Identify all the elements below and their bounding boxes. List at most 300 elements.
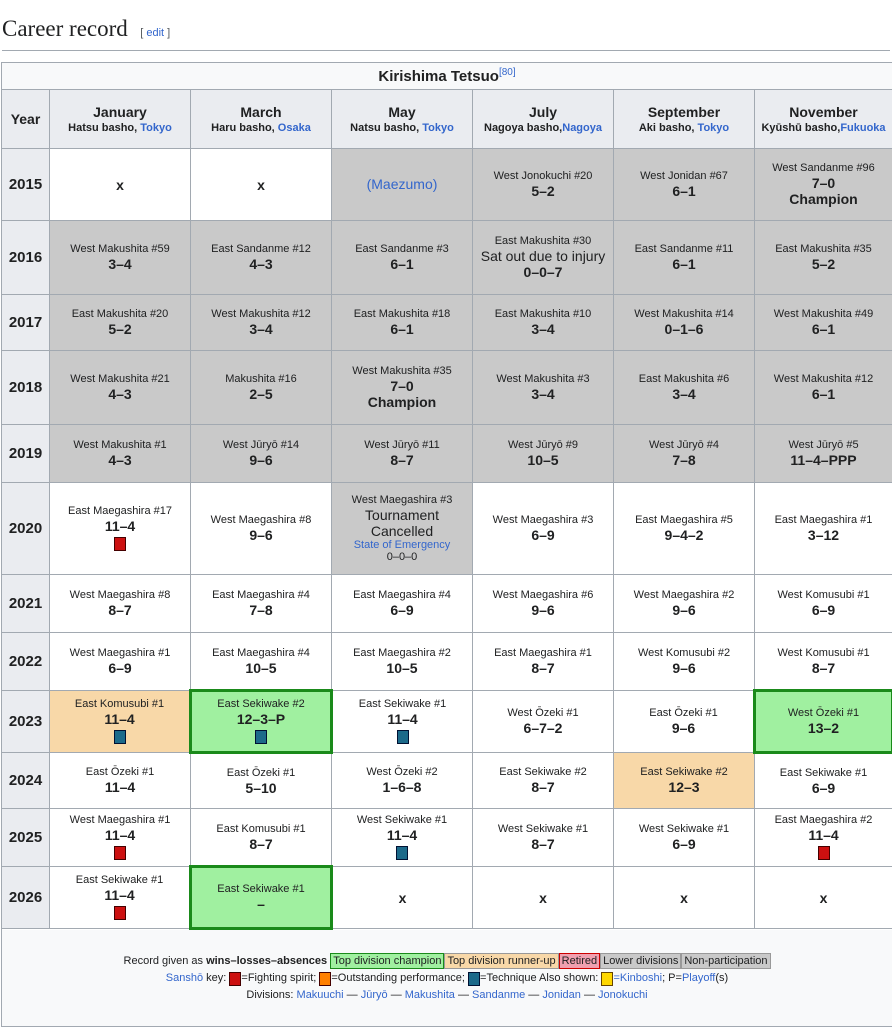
result-value: 5–2 bbox=[476, 183, 610, 199]
sansho-link[interactable]: Sanshō bbox=[166, 972, 203, 984]
result-value: 6–9 bbox=[617, 836, 751, 852]
cell-note: Sat out due to injury bbox=[476, 248, 610, 264]
rank-label: West Makushita #1 bbox=[53, 439, 187, 452]
divisions-separator: — bbox=[581, 989, 598, 1001]
playoff-suffix: (s) bbox=[715, 972, 728, 984]
rank-label: West Makushita #21 bbox=[53, 373, 187, 386]
basho-cell bbox=[614, 575, 755, 633]
result-value: 3–4 bbox=[476, 386, 610, 402]
rank-label: East Makushita #35 bbox=[758, 243, 889, 256]
basho-cell bbox=[332, 633, 473, 691]
result-value: 6–1 bbox=[335, 321, 469, 337]
basho-cell bbox=[191, 351, 332, 425]
result-value: 3–4 bbox=[194, 321, 328, 337]
year-cell[interactable]: 2026 bbox=[2, 867, 50, 929]
playoff-prefix: ; P= bbox=[662, 972, 682, 984]
basho-cell bbox=[50, 867, 191, 929]
rank-label: West Ōzeki #1 bbox=[759, 707, 888, 720]
rank-label: East Ōzeki #1 bbox=[194, 767, 328, 780]
rank-label: East Makushita #18 bbox=[335, 308, 469, 321]
playoff-link[interactable]: Playoff bbox=[682, 972, 715, 984]
rank-label: West Jonidan #67 bbox=[617, 170, 751, 183]
basho-cell bbox=[332, 221, 473, 295]
basho-name bbox=[335, 122, 469, 134]
month-name: January bbox=[93, 104, 147, 120]
state-of-emergency-link[interactable]: State of Emergency bbox=[335, 539, 469, 551]
basho-cell bbox=[50, 809, 191, 867]
year-row bbox=[2, 691, 892, 753]
rank-label: East Maegashira #2 bbox=[758, 814, 889, 827]
result-value: 6–9 bbox=[758, 780, 889, 796]
rank-label: East Makushita #6 bbox=[617, 373, 751, 386]
result-value: 9–4–2 bbox=[617, 527, 751, 543]
basho-cell bbox=[755, 351, 892, 425]
rank-label: East Sandanme #11 bbox=[617, 243, 751, 256]
result-value: 11–4 bbox=[336, 711, 469, 727]
basho-cell bbox=[473, 809, 614, 867]
year-row bbox=[2, 425, 892, 483]
basho-cell: x bbox=[332, 867, 473, 929]
basho-cell bbox=[191, 221, 332, 295]
key-line-divisions bbox=[5, 989, 889, 1001]
year-cell[interactable]: 2025 bbox=[2, 809, 50, 867]
result-value: 4–3 bbox=[53, 386, 187, 402]
rank-label: East Sekiwake #1 bbox=[53, 874, 186, 887]
month-name: July bbox=[529, 104, 557, 120]
rank-label: West Maegashira #3 bbox=[335, 494, 469, 507]
venue-link[interactable]: Nagoya bbox=[562, 122, 602, 134]
year-row bbox=[2, 867, 892, 929]
rank-label: East Sekiwake #2 bbox=[195, 698, 327, 711]
maezumo-link[interactable]: (Maezumo) bbox=[367, 176, 438, 192]
result-value: 3–4 bbox=[617, 386, 751, 402]
basho-cell bbox=[191, 633, 332, 691]
champion-label: Champion bbox=[758, 191, 889, 207]
year-cell[interactable]: 2016 bbox=[2, 221, 50, 295]
result-value: 6–7–2 bbox=[476, 720, 610, 736]
rank-label: East Ōzeki #1 bbox=[53, 766, 187, 779]
venue-link[interactable]: Tokyo bbox=[422, 122, 454, 134]
basho-cell bbox=[50, 691, 191, 753]
rank-label: West Maegashira #8 bbox=[194, 514, 328, 527]
year-cell[interactable]: 2017 bbox=[2, 295, 50, 351]
basho-cell bbox=[191, 425, 332, 483]
venue-link[interactable]: Tokyo bbox=[140, 122, 172, 134]
year-cell[interactable]: 2019 bbox=[2, 425, 50, 483]
venue-link[interactable]: Fukuoka bbox=[840, 122, 885, 134]
result-value: 9–6 bbox=[617, 660, 751, 676]
result-value: 7–8 bbox=[194, 602, 328, 618]
basho-cell bbox=[614, 753, 755, 809]
result-value: 8–7 bbox=[335, 452, 469, 468]
section-heading bbox=[2, 16, 890, 51]
result-value: 5–2 bbox=[53, 321, 187, 337]
rank-label: East Sandanme #3 bbox=[335, 243, 469, 256]
basho-cell bbox=[332, 351, 473, 425]
basho-cell bbox=[191, 575, 332, 633]
record-prefix: Record given as bbox=[124, 955, 207, 967]
basho-cell bbox=[473, 149, 614, 221]
key-line-sansho bbox=[5, 970, 889, 986]
basho-cell bbox=[332, 753, 473, 809]
table-caption bbox=[2, 63, 892, 90]
result-value: 9–6 bbox=[476, 602, 610, 618]
basho-cell bbox=[614, 221, 755, 295]
division-link[interactable]: Makuuchi bbox=[297, 989, 344, 1001]
basho-cell bbox=[755, 221, 892, 295]
result-value: 10–5 bbox=[335, 660, 469, 676]
basho-cell bbox=[473, 575, 614, 633]
month-header bbox=[473, 90, 614, 149]
year-row bbox=[2, 483, 892, 575]
champion-label: Champion bbox=[335, 394, 469, 410]
rank-label: West Sandanme #96 bbox=[758, 162, 889, 175]
divisions-separator: — bbox=[525, 989, 542, 1001]
edit-link[interactable]: edit bbox=[146, 27, 164, 39]
result-value: 10–5 bbox=[476, 452, 610, 468]
year-cell[interactable]: 2021 bbox=[2, 575, 50, 633]
basho-cell bbox=[191, 691, 332, 753]
basho-label: Nagoya basho, bbox=[484, 122, 562, 134]
basho-cell bbox=[191, 867, 332, 929]
technique-icon bbox=[255, 730, 267, 744]
divisions-separator: — bbox=[455, 989, 472, 1001]
result-value: 1–6–8 bbox=[335, 779, 469, 795]
technique-icon bbox=[397, 730, 409, 744]
legend-item: Top division runner-up bbox=[444, 953, 558, 969]
kinboshi-icon bbox=[601, 972, 613, 986]
month-header bbox=[755, 90, 892, 149]
rank-label: East Komusubi #1 bbox=[194, 823, 328, 836]
year-cell[interactable]: 2024 bbox=[2, 753, 50, 809]
year-row bbox=[2, 753, 892, 809]
result-value: 7–8 bbox=[617, 452, 751, 468]
result-value: 6–9 bbox=[476, 527, 610, 543]
year-row bbox=[2, 149, 892, 221]
division-link[interactable]: Makushita bbox=[405, 989, 455, 1001]
result-value: 10–5 bbox=[194, 660, 328, 676]
rank-label: West Jūryō #11 bbox=[335, 439, 469, 452]
basho-cell bbox=[614, 633, 755, 691]
basho-cell bbox=[614, 351, 755, 425]
year-row bbox=[2, 295, 892, 351]
legend-item: Retired bbox=[559, 953, 600, 969]
result-value: 12–3–P bbox=[195, 711, 327, 727]
basho-cell bbox=[473, 691, 614, 753]
venue-link[interactable]: Osaka bbox=[278, 122, 311, 134]
basho-cell bbox=[332, 149, 473, 221]
outstanding-performance-icon bbox=[319, 972, 331, 986]
divisions-separator: — bbox=[344, 989, 361, 1001]
rank-label: West Makushita #35 bbox=[335, 365, 469, 378]
result-value: 4–3 bbox=[53, 452, 187, 468]
table-key bbox=[2, 929, 892, 1027]
basho-cell: x bbox=[473, 867, 614, 929]
basho-cell bbox=[332, 425, 473, 483]
rank-label: East Sekiwake #2 bbox=[617, 766, 751, 779]
rank-label: East Maegashira #17 bbox=[53, 505, 187, 518]
basho-cell bbox=[755, 295, 892, 351]
rank-label: West Sekiwake #1 bbox=[617, 823, 751, 836]
divisions-separator: — bbox=[388, 989, 405, 1001]
basho-name bbox=[758, 122, 889, 134]
division-link[interactable]: Jonidan bbox=[542, 989, 581, 1001]
basho-cell bbox=[614, 295, 755, 351]
basho-cell: x bbox=[755, 867, 892, 929]
basho-label: Hatsu basho, bbox=[68, 122, 140, 134]
basho-cell bbox=[755, 575, 892, 633]
basho-cell bbox=[473, 425, 614, 483]
fighting-spirit-label: =Fighting spirit; bbox=[241, 972, 319, 984]
also-shown-label: Also shown: bbox=[537, 972, 602, 984]
rank-label: East Sekiwake #1 bbox=[758, 767, 889, 780]
result-value: 6–1 bbox=[758, 321, 889, 337]
rank-label: West Komusubi #1 bbox=[758, 589, 889, 602]
result-value: 4–3 bbox=[194, 256, 328, 272]
result-value: 7–0 bbox=[335, 378, 469, 394]
result-value: 11–4–PPP bbox=[758, 452, 889, 468]
basho-cell bbox=[614, 425, 755, 483]
basho-cell bbox=[332, 295, 473, 351]
basho-cell bbox=[614, 149, 755, 221]
year-row bbox=[2, 575, 892, 633]
rank-label: West Komusubi #2 bbox=[617, 647, 751, 660]
basho-cell bbox=[50, 753, 191, 809]
career-record-table bbox=[1, 62, 892, 1027]
result-value: 9–6 bbox=[194, 527, 328, 543]
year-cell[interactable]: 2023 bbox=[2, 691, 50, 753]
edit-section: [ edit ] bbox=[140, 27, 170, 39]
basho-cell bbox=[50, 351, 191, 425]
basho-cell bbox=[473, 351, 614, 425]
rank-label: West Maegashira #6 bbox=[476, 589, 610, 602]
rank-label: West Makushita #49 bbox=[758, 308, 889, 321]
result-value: 11–4 bbox=[53, 711, 186, 727]
basho-cell: x bbox=[614, 867, 755, 929]
rank-label: Makushita #16 bbox=[194, 373, 328, 386]
result-value: 6–1 bbox=[617, 183, 751, 199]
rank-label: West Ōzeki #1 bbox=[476, 707, 610, 720]
basho-cell bbox=[755, 425, 892, 483]
month-header bbox=[191, 90, 332, 149]
basho-cell bbox=[614, 809, 755, 867]
result-value: 6–1 bbox=[617, 256, 751, 272]
basho-cell bbox=[755, 149, 892, 221]
rank-label: East Komusubi #1 bbox=[53, 698, 186, 711]
fighting-spirit-icon bbox=[114, 846, 126, 860]
section-title: Career record bbox=[2, 16, 128, 42]
basho-cell bbox=[614, 483, 755, 575]
result-value: 9–6 bbox=[194, 452, 328, 468]
caption-reference[interactable]: [80] bbox=[499, 67, 516, 78]
result-value: 8–7 bbox=[476, 779, 610, 795]
result-value: 11–4 bbox=[53, 887, 186, 903]
result-value: 8–7 bbox=[194, 836, 328, 852]
basho-cell bbox=[332, 483, 473, 575]
basho-cell bbox=[191, 753, 332, 809]
basho-cell bbox=[473, 483, 614, 575]
basho-cell bbox=[332, 809, 473, 867]
rank-label: East Maegashira #2 bbox=[335, 647, 469, 660]
month-name: November bbox=[789, 104, 857, 120]
result-value: 8–7 bbox=[476, 660, 610, 676]
basho-cell bbox=[50, 425, 191, 483]
basho-cell bbox=[755, 809, 892, 867]
rank-label: West Ōzeki #2 bbox=[335, 766, 469, 779]
basho-cell bbox=[191, 483, 332, 575]
rank-label: West Jūryō #9 bbox=[476, 439, 610, 452]
month-header bbox=[50, 90, 191, 149]
result-value: 3–4 bbox=[53, 256, 187, 272]
rank-label: East Sekiwake #1 bbox=[336, 698, 469, 711]
rank-label: East Makushita #10 bbox=[476, 308, 610, 321]
legend-item: Non-participation bbox=[681, 953, 770, 969]
venue-link[interactable]: Tokyo bbox=[698, 122, 730, 134]
result-value: 11–4 bbox=[53, 827, 187, 843]
fighting-spirit-icon bbox=[114, 537, 126, 551]
rank-label: West Jūryō #14 bbox=[194, 439, 328, 452]
basho-cell bbox=[50, 575, 191, 633]
year-row bbox=[2, 809, 892, 867]
basho-cell bbox=[50, 483, 191, 575]
kinboshi-link[interactable]: =Kinboshi bbox=[613, 972, 662, 984]
rank-label: East Makushita #30 bbox=[476, 235, 610, 248]
result-value: 0–0–0 bbox=[335, 551, 469, 564]
basho-cell bbox=[755, 633, 892, 691]
result-value: 0–1–6 bbox=[617, 321, 751, 337]
technique-icon bbox=[468, 972, 480, 986]
basho-label: Haru basho, bbox=[211, 122, 278, 134]
result-value: 8–7 bbox=[53, 602, 187, 618]
rank-label: East Maegashira #1 bbox=[476, 647, 610, 660]
sansho-key-label: key: bbox=[203, 972, 229, 984]
basho-cell bbox=[473, 221, 614, 295]
rank-label: West Jūryō #5 bbox=[758, 439, 889, 452]
basho-cell bbox=[332, 691, 473, 753]
rank-label: West Makushita #3 bbox=[476, 373, 610, 386]
basho-name bbox=[194, 122, 328, 134]
year-cell[interactable]: 2022 bbox=[2, 633, 50, 691]
rank-label: West Jūryō #4 bbox=[617, 439, 751, 452]
result-value: 8–7 bbox=[758, 660, 889, 676]
result-value: 5–10 bbox=[194, 780, 328, 796]
basho-name bbox=[617, 122, 751, 134]
outstanding-label: =Outstanding performance; bbox=[331, 972, 468, 984]
legend-item: Lower divisions bbox=[600, 953, 681, 969]
basho-cell bbox=[332, 575, 473, 633]
year-row bbox=[2, 221, 892, 295]
rank-label: West Maegashira #8 bbox=[53, 589, 187, 602]
basho-cell bbox=[614, 691, 755, 753]
result-value: 6–9 bbox=[53, 660, 187, 676]
result-value: 11–4 bbox=[53, 518, 187, 534]
basho-name bbox=[53, 122, 187, 134]
rank-label: East Maegashira #4 bbox=[194, 589, 328, 602]
result-value: 2–5 bbox=[194, 386, 328, 402]
cell-note: Tournament Cancelled bbox=[335, 507, 469, 539]
rank-label: East Ōzeki #1 bbox=[617, 707, 750, 720]
basho-cell: x bbox=[191, 149, 332, 221]
caption-row bbox=[2, 63, 892, 90]
technique-icon bbox=[114, 730, 126, 744]
basho-label: Natsu basho, bbox=[350, 122, 422, 134]
basho-cell: x bbox=[50, 149, 191, 221]
month-header bbox=[332, 90, 473, 149]
basho-name bbox=[476, 122, 610, 134]
rank-label: West Maegashira #2 bbox=[617, 589, 751, 602]
year-row bbox=[2, 633, 892, 691]
month-name: May bbox=[388, 104, 415, 120]
month-name: March bbox=[240, 104, 281, 120]
year-cell[interactable]: 2018 bbox=[2, 351, 50, 425]
rank-label: West Makushita #12 bbox=[194, 308, 328, 321]
key-line-record bbox=[5, 955, 889, 967]
wrestler-name: Kirishima Tetsuo bbox=[378, 68, 499, 85]
rank-label: West Maegashira #1 bbox=[53, 647, 187, 660]
rank-label: West Makushita #12 bbox=[758, 373, 889, 386]
rank-label: West Komusubi #1 bbox=[758, 647, 889, 660]
rank-label: East Maegashira #4 bbox=[335, 589, 469, 602]
basho-cell bbox=[755, 691, 892, 753]
rank-label: West Sekiwake #1 bbox=[476, 823, 610, 836]
result-value: 9–6 bbox=[617, 720, 750, 736]
rank-label: East Sekiwake #1 bbox=[195, 883, 327, 896]
month-header bbox=[614, 90, 755, 149]
record-format: wins–losses–absences bbox=[206, 955, 327, 967]
year-cell[interactable]: 2020 bbox=[2, 483, 50, 575]
divisions-label: Divisions: bbox=[246, 989, 296, 1001]
technique-icon bbox=[396, 846, 408, 860]
basho-cell bbox=[755, 753, 892, 809]
result-value: 6–1 bbox=[758, 386, 889, 402]
result-value: – bbox=[195, 896, 327, 912]
basho-cell bbox=[473, 633, 614, 691]
rank-label: East Sekiwake #2 bbox=[476, 766, 610, 779]
key-row bbox=[2, 929, 892, 1027]
fighting-spirit-icon bbox=[818, 846, 830, 860]
result-value: 6–1 bbox=[335, 256, 469, 272]
result-value: 6–9 bbox=[758, 602, 889, 618]
basho-cell bbox=[755, 483, 892, 575]
result-value: 3–12 bbox=[758, 527, 889, 543]
basho-cell bbox=[473, 295, 614, 351]
year-cell[interactable]: 2015 bbox=[2, 149, 50, 221]
rank-label: West Jonokuchi #20 bbox=[476, 170, 610, 183]
rank-label: West Maegashira #1 bbox=[53, 814, 187, 827]
rank-label: West Makushita #59 bbox=[53, 243, 187, 256]
result-value: 11–4 bbox=[335, 827, 469, 843]
result-value: 6–9 bbox=[335, 602, 469, 618]
header-row bbox=[2, 90, 892, 149]
basho-label: Kyūshū basho, bbox=[761, 122, 840, 134]
division-link[interactable]: Jonokuchi bbox=[598, 989, 648, 1001]
division-link[interactable]: Sandanme bbox=[472, 989, 525, 1001]
year-header: Year bbox=[2, 90, 50, 149]
basho-cell bbox=[191, 809, 332, 867]
rank-label: East Sandanme #12 bbox=[194, 243, 328, 256]
division-link[interactable]: Jūryō bbox=[361, 989, 388, 1001]
result-value: 9–6 bbox=[617, 602, 751, 618]
technique-label: =Technique bbox=[480, 972, 537, 984]
result-value: 11–4 bbox=[53, 779, 187, 795]
result-value: 13–2 bbox=[759, 720, 888, 736]
result-value: 8–7 bbox=[476, 836, 610, 852]
result-value: 0–0–7 bbox=[476, 264, 610, 280]
rank-label: West Sekiwake #1 bbox=[335, 814, 469, 827]
basho-cell bbox=[473, 753, 614, 809]
rank-label: East Maegashira #1 bbox=[758, 514, 889, 527]
result-value: 7–0 bbox=[758, 175, 889, 191]
